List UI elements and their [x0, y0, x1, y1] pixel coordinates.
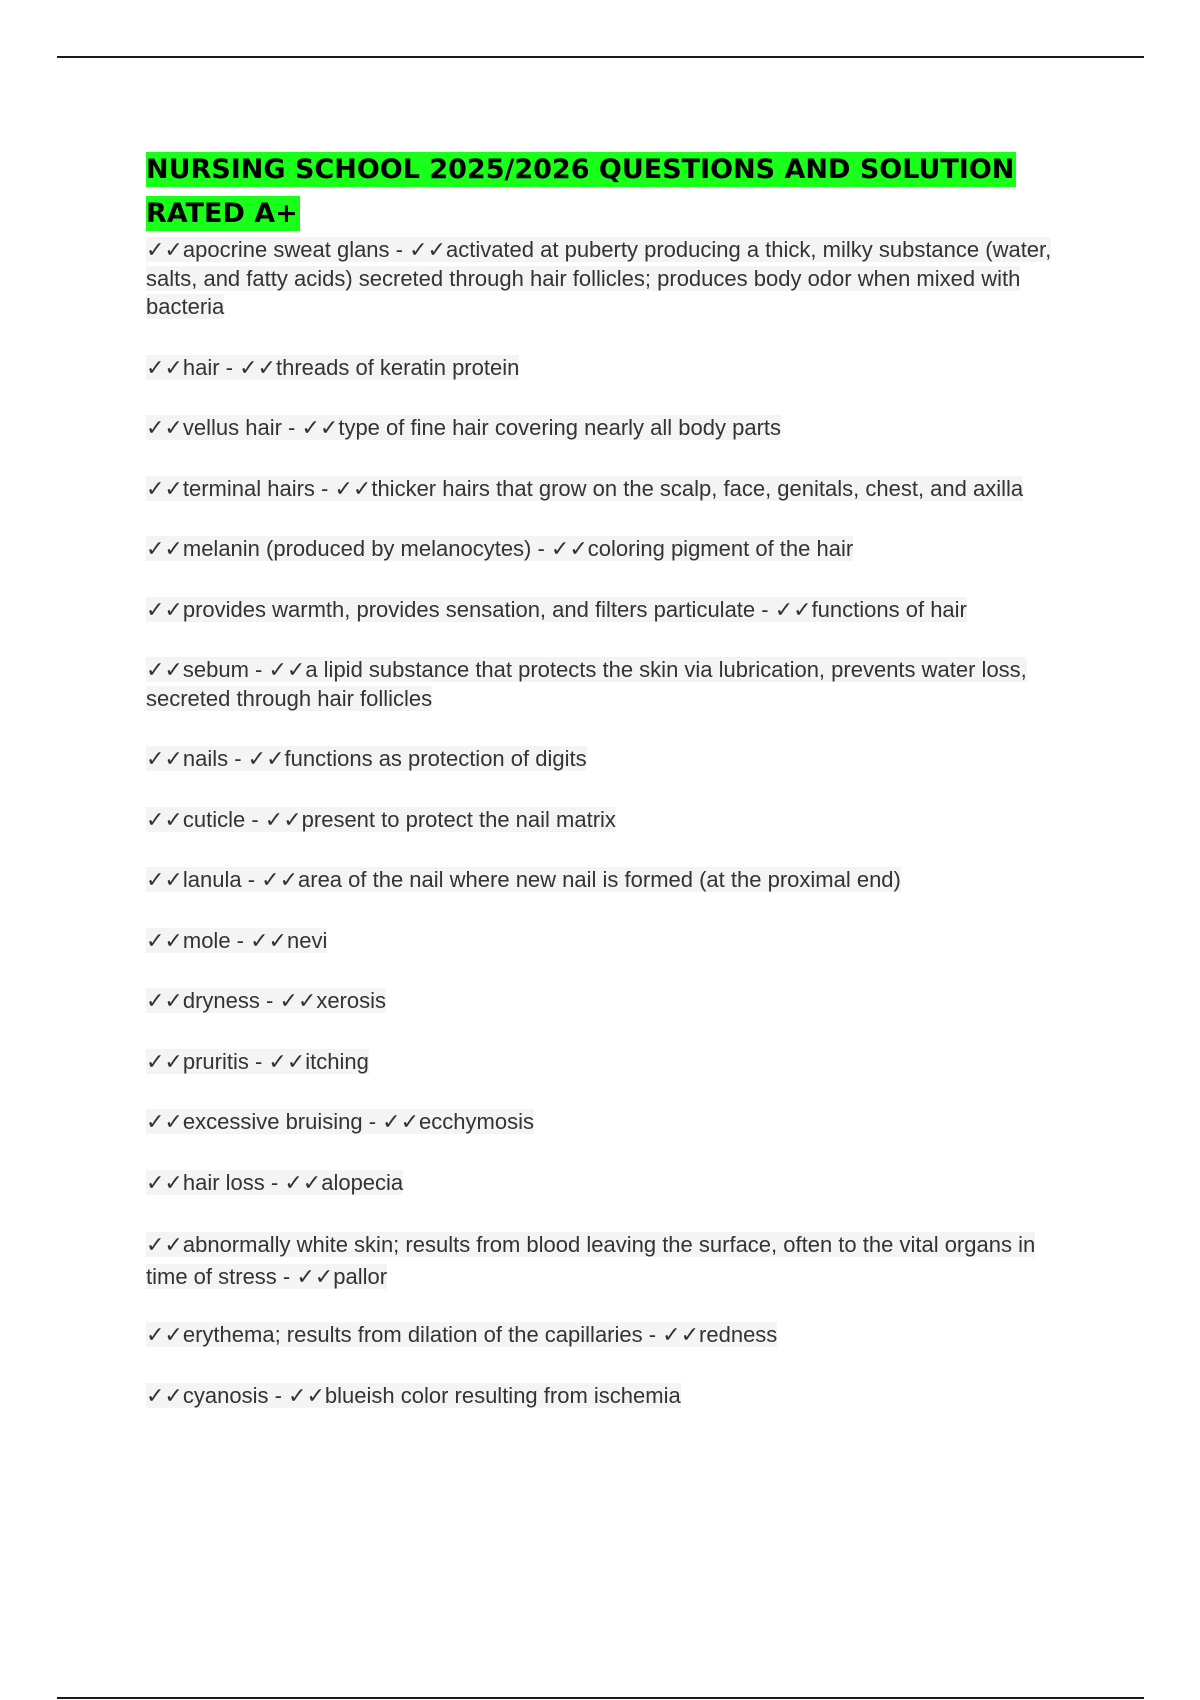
list-item: [146, 745, 1076, 774]
list-item-text: ✓✓cuticle - ✓✓present to protect the nail matrix: [146, 806, 616, 832]
list-item-text: ✓✓terminal hairs - ✓✓thicker hairs that grow on the scalp, face, genitals, chest, and axilla: [146, 475, 1024, 501]
list-item: [146, 354, 1076, 383]
list-item: [146, 414, 1076, 443]
list-item: [146, 1169, 1076, 1198]
list-item: [146, 1048, 1076, 1077]
list-item-text: ✓✓cyanosis - ✓✓blueish color resulting from ischemia: [146, 1382, 681, 1408]
list-item-text: ✓✓pruritis - ✓✓itching: [146, 1048, 369, 1074]
list-item: [146, 866, 1076, 895]
list-item: [146, 656, 1076, 713]
list-item-text: ✓✓abnormally white skin; results from blood leaving the surface, often to the vital organs in time of stress - ✓✓pallor: [146, 1232, 1036, 1289]
list-item: [146, 1229, 1076, 1293]
list-item-text: ✓✓dryness - ✓✓xerosis: [146, 988, 387, 1013]
list-item-text: ✓✓hair loss - ✓✓alopecia: [146, 1169, 404, 1195]
list-item-text: ✓✓excessive bruising - ✓✓ecchymosis: [146, 1109, 534, 1134]
bottom-rule: [57, 1697, 1144, 1699]
list-item: [146, 236, 1076, 322]
list-item-text: ✓✓melanin (produced by melanocytes) - ✓✓coloring pigment of the hair: [146, 536, 854, 561]
list-item: [146, 535, 1076, 564]
list-item: [146, 1321, 1076, 1350]
document-title-text: NURSING SCHOOL 2025/2026 QUESTIONS AND SOLUTION RATED A+: [146, 154, 1015, 229]
document-title: [146, 148, 1076, 236]
list-item-text: ✓✓provides warmth, provides sensation, and filters particulate - ✓✓functions of hair: [146, 596, 967, 622]
list-item: [146, 1108, 1076, 1137]
list-item: [146, 1382, 1076, 1411]
list-item: [146, 987, 1076, 1016]
list-item-text: ✓✓vellus hair - ✓✓type of fine hair covering nearly all body parts: [146, 415, 782, 440]
qa-list: [146, 236, 1076, 1410]
list-item-text: ✓✓nails - ✓✓functions as protection of digits: [146, 746, 587, 771]
list-item-text: ✓✓sebum - ✓✓a lipid substance that protects the skin via lubrication, prevents water loss, secreted through hair follicles: [146, 657, 1027, 711]
list-item-text: ✓✓hair - ✓✓threads of keratin protein: [146, 354, 520, 380]
list-item: [146, 475, 1076, 504]
list-item: [146, 596, 1076, 625]
list-item: [146, 806, 1076, 835]
list-item-text: ✓✓mole - ✓✓nevi: [146, 927, 328, 953]
list-item-text: ✓✓erythema; results from dilation of the capillaries - ✓✓redness: [146, 1322, 778, 1347]
list-item-text: ✓✓lanula - ✓✓area of the nail where new nail is formed (at the proximal end): [146, 867, 901, 892]
top-rule: [57, 56, 1144, 58]
list-item-text: ✓✓apocrine sweat glans - ✓✓activated at puberty producing a thick, milky substance (water, salts, and fatty acids) secreted through hair follicles; produces body odor when mixed with bacteria: [146, 237, 1052, 319]
list-item: [146, 927, 1076, 956]
document-body: [146, 148, 1076, 1442]
